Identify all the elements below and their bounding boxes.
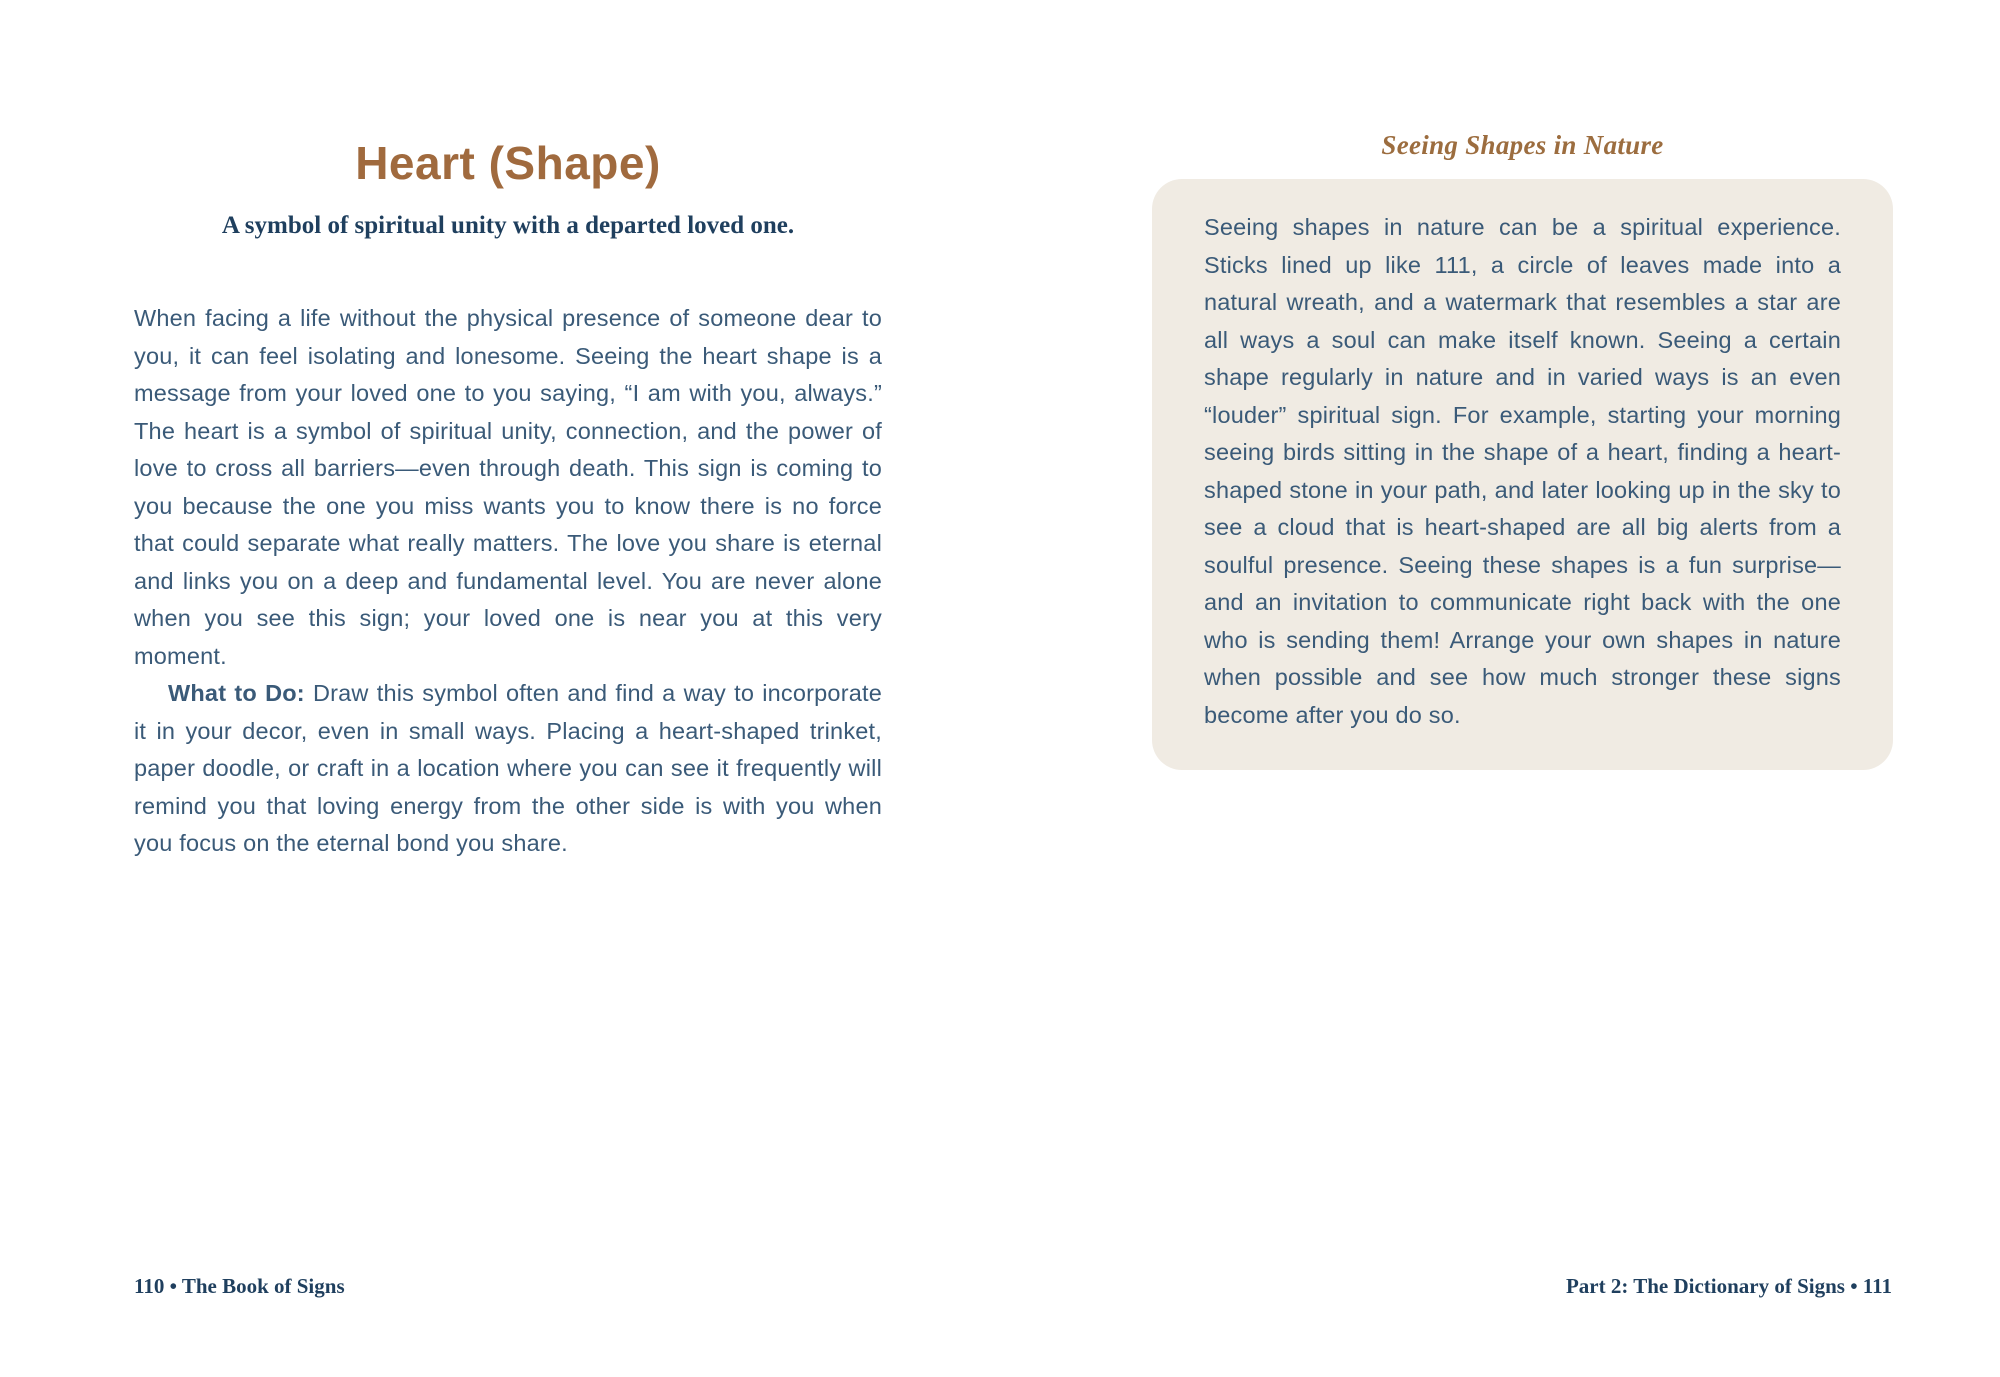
page-footer-right: Part 2: The Dictionary of Signs • 111 [1565, 1274, 1892, 1298]
what-to-do-label: What to Do: [168, 680, 305, 706]
sidebar-box [1152, 179, 1893, 770]
right-page [1152, 0, 1893, 1377]
entry-body [134, 300, 882, 863]
sidebar-heading: Seeing Shapes in Nature [1381, 130, 1664, 160]
entry-title: Heart (Shape) [355, 137, 661, 189]
sidebar-box-text: Seeing shapes in nature can be a spiritual experience. Sticks lined up like 111, a circle of leaves made into a natural wreath, and a watermark that resembles a star are all ways a soul can make itself known. Seeing a certain shape regularly in nature and in varied ways is an even “louder” spiritual sign. For example, starting your morning seeing birds sitting in the shape of a heart, finding a heart-shaped stone in your path, and later looking up in the sky to see a cloud that is heart-shaped are all big alerts from a soulful presence. Seeing these shapes is a fun surprise—and an invitation to communicate right back with the one who is sending them! Arrange your own shapes in nature when possible and see how much stronger these signs become after you do so. [1204, 214, 1841, 728]
entry-subtitle: A symbol of spiritual unity with a departed loved one. [221, 212, 795, 239]
body-paragraph: When facing a life without the physical presence of someone dear to you, it can feel isolating and lonesome. Seeing the heart shape is a message from your loved one to you saying, “I am with you, always.” The heart is a symbol of spiritual unity, connection, and the power of love to cross all barriers—even through death. This sign is coming to you because the one you miss wants you to know there is no force that could separate what really matters. The love you share is eternal and links you on a deep and fundamental level. You are never alone when you see this sign; your loved one is near you at this very moment. [134, 305, 882, 669]
page-footer-left: 110 • The Book of Signs [134, 1274, 345, 1298]
what-to-do-paragraph [134, 675, 882, 863]
left-page [134, 0, 882, 1377]
what-to-do-text: Draw this symbol often and find a way to incorporate it in your decor, even in small ways. Placing a heart-shaped trinket, paper doodle, or craft in a location where you can see it frequently will remind you that loving energy from the other side is with you when you focus on the eternal bond you share. [134, 680, 882, 856]
